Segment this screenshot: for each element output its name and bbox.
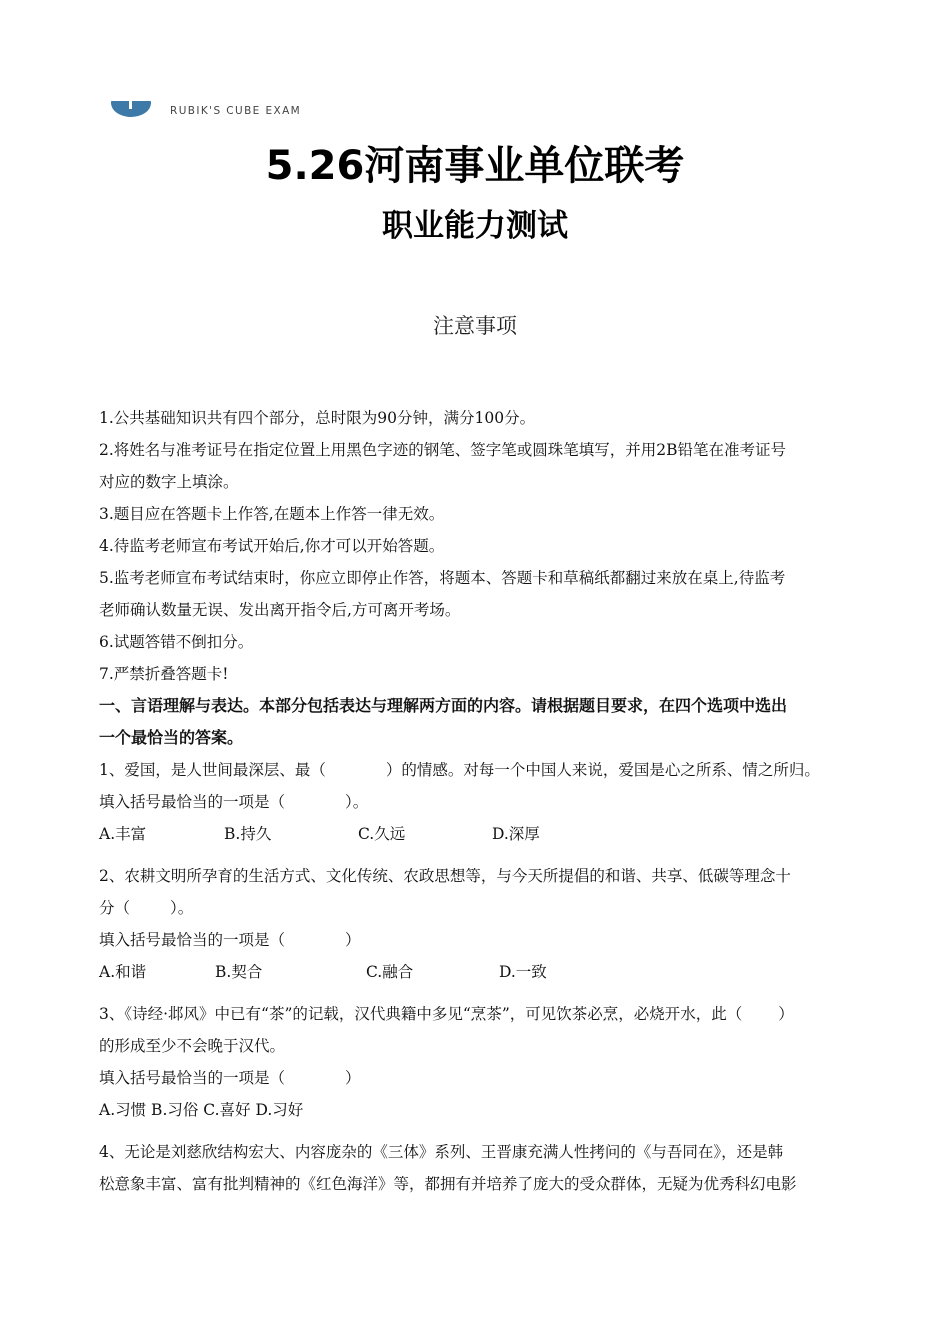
notice-line: 老师确认数量无误、发出离开指令后,方可离开考场。: [99, 601, 461, 619]
page-subtitle: 职业能力测试: [382, 208, 568, 244]
question-3-stem: 3、《诗经·邶风》中已有“茶”的记载，汉代典籍中多见“烹茶”，可见饮茶必烹，必烧开水，此（ ）: [99, 1005, 794, 1023]
option-d: D.深厚: [492, 825, 540, 843]
option-b: B.契合: [215, 963, 263, 981]
notice-heading: 注意事项: [433, 314, 517, 338]
question-4-stem: 4、无论是刘慈欣结构宏大、内容庞杂的《三体》系列、王晋康充满人性拷问的《与吾同在》，还是韩: [99, 1143, 784, 1161]
question-3-options: A.习惯 B.习俗 C.喜好 D.习好: [99, 1101, 304, 1119]
notice-line: 2.将姓名与准考证号在指定位置上用黑色字迹的钢笔、签字笔或圆珠笔填写，并用2B铅笔在准考证号: [99, 441, 787, 459]
notice-line: 1.公共基础知识共有四个部分，总时限为90分钟，满分100分。: [99, 409, 536, 427]
page-title: 5.26河南事业单位联考: [265, 143, 685, 189]
option-a: A.丰富: [99, 825, 147, 843]
question-2-options: [99, 956, 859, 988]
section-heading: 一、言语理解与表达。本部分包括表达与理解两方面的内容。请根据题目要求，在四个选项中选出: [99, 696, 788, 715]
notice-line: 7.严禁折叠答题卡!: [99, 665, 229, 683]
question-2-stem-cont: 分（ ）。: [99, 899, 194, 917]
option-c: C.融合: [366, 963, 414, 981]
question-1-prompt: 填入括号最恰当的一项是（ ）。: [99, 793, 369, 811]
notice-line: 4.待监考老师宣布考试开始后,你才可以开始答题。: [99, 537, 445, 555]
notice-line: 对应的数字上填涂。: [99, 473, 239, 491]
option-d: D.一致: [499, 963, 547, 981]
option-b: B.持久: [224, 825, 272, 843]
notice-line: 5.监考老师宣布考试结束时，你应立即停止作答，将题本、答题卡和草稿纸都翻过来放在桌上,待监考: [99, 569, 786, 587]
question-3-prompt: 填入括号最恰当的一项是（ ）: [99, 1069, 361, 1087]
question-2-prompt: 填入括号最恰当的一项是（ ）: [99, 931, 361, 949]
question-3-stem-cont: 的形成至少不会晚于汉代。: [99, 1037, 286, 1055]
question-2-stem: 2、农耕文明所孕育的生活方式、文化传统、农政思想等，与今天所提倡的和谐、共享、低碳等理念十: [99, 867, 791, 885]
cube-logo-icon: [110, 101, 152, 117]
option-a: A.和谐: [99, 963, 147, 981]
question-1-stem: 1、爱国，是人世间最深层、最（ ）的情感。对每一个中国人来说，爱国是心之所系、情之所归。: [99, 761, 820, 779]
section-heading-cont: 一个最恰当的答案。: [99, 728, 244, 747]
notice-line: 6.试题答错不倒扣分。: [99, 633, 254, 651]
notice-line: 3.题目应在答题卡上作答,在题本上作答一律无效。: [99, 505, 445, 523]
question-4-stem-cont: 松意象丰富、富有批判精神的《红色海洋》等，都拥有并培养了庞大的受众群体，无疑为优秀科幻电影: [99, 1175, 797, 1193]
exam-body: [99, 402, 859, 1200]
option-c: C.久远: [358, 825, 406, 843]
brand-name: RUBIK'S CUBE EXAM: [170, 105, 302, 117]
question-1-options: [99, 818, 859, 850]
